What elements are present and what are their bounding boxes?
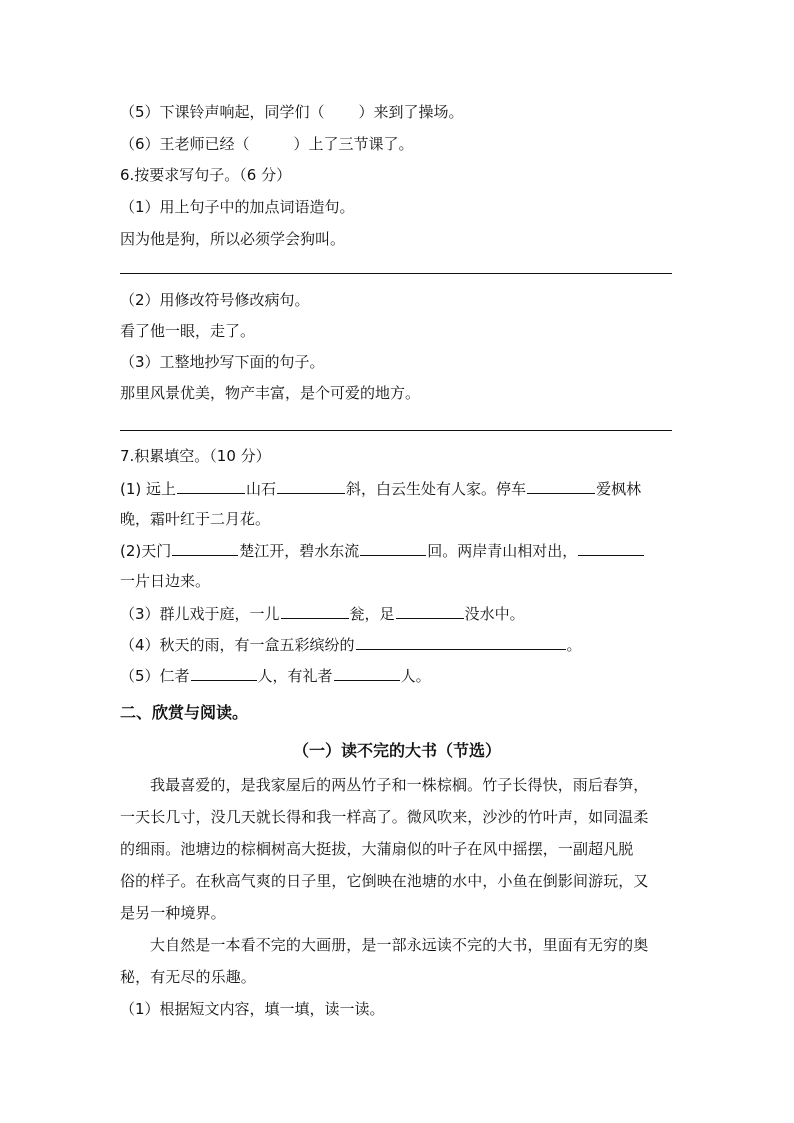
question-7-item-5: （5）仁者 人，有礼者 人。 xyxy=(120,667,431,685)
question-6-part-1: （1）用上句子中的加点词语造句。 xyxy=(120,198,355,216)
question-6-part-3-sentence: 那里风景优美，物产丰富，是个可爱的地方。 xyxy=(120,384,421,402)
question-7-item-4: （4）秋天的雨，有一盒五彩缤纷的 。 xyxy=(120,636,582,654)
fill-blank[interactable] xyxy=(191,665,257,681)
fill-blank[interactable] xyxy=(281,603,349,619)
fill-blank[interactable] xyxy=(277,478,345,494)
answer-line[interactable] xyxy=(120,273,672,274)
answer-line[interactable] xyxy=(120,430,672,431)
passage-line: 一天长几寸，没几天就长得和我一样高了。微风吹来，沙沙的竹叶声，如同温柔 xyxy=(120,808,649,826)
question-5-item-6: （6）王老师已经（ ）上了三节课了。 xyxy=(120,135,414,153)
fill-blank[interactable] xyxy=(334,665,400,681)
fill-blank[interactable] xyxy=(177,478,245,494)
question-6-heading: 6.按要求写句子。（6 分） xyxy=(120,166,292,184)
question-5-item-5: （5）下课铃声响起，同学们（ ）来到了操场。 xyxy=(120,103,464,121)
fill-blank[interactable] xyxy=(356,634,566,650)
question-6-part-2: （2）用修改符号修改病句。 xyxy=(120,291,310,309)
reading-question-1: （1）根据短文内容，填一填，读一读。 xyxy=(120,1000,385,1018)
question-7-item-3: （3）群儿戏于庭，一儿 瓮，足 没水中。 xyxy=(120,605,525,623)
passage-line: 是另一种境界。 xyxy=(120,904,226,922)
question-6-part-1-sentence: 因为他是狗，所以必须学会狗叫。 xyxy=(120,230,346,248)
passage-line: 大自然是一本看不完的大画册，是一部永远读不完的大书，里面有无穷的奥 xyxy=(150,936,649,954)
passage-line: 我最喜爱的，是我家屋后的两丛竹子和一株棕榈。竹子长得快，雨后春笋， xyxy=(150,776,649,794)
fill-blank[interactable] xyxy=(172,540,238,556)
question-7-item-2-cont: 一片日边来。 xyxy=(120,572,211,590)
passage-line: 秘，有无尽的乐趣。 xyxy=(120,968,256,986)
question-6-part-2-sentence: 看了他一眼，走了。 xyxy=(120,322,256,340)
fill-blank[interactable] xyxy=(396,603,464,619)
section-2-heading: 二、欣赏与阅读。 xyxy=(120,703,249,722)
question-7-item-1: (1) 远上 山石 斜，白云生处有人家。停车 爱枫林 xyxy=(120,480,642,498)
question-7-item-1-cont: 晚，霜叶红于二月花。 xyxy=(120,510,271,528)
question-7-heading: 7.积累填空。（10 分） xyxy=(120,447,271,465)
fill-blank[interactable] xyxy=(360,540,426,556)
passage-title: （一）读不完的大书（节选） xyxy=(292,741,501,760)
question-7-item-2: (2)天门 楚江开，碧水东流 回。两岸青山相对出， xyxy=(120,540,645,561)
passage-line: 的细雨。池塘边的棕榈树高大挺拔，大蒲扇似的叶子在风中摇摆，一副超凡脱 xyxy=(120,840,634,858)
passage-line: 俗的样子。在秋高气爽的日子里，它倒映在池塘的水中，小鱼在倒影间游玩，又 xyxy=(120,872,649,890)
question-6-part-3: （3）工整地抄写下面的句子。 xyxy=(120,353,325,371)
fill-blank[interactable] xyxy=(527,478,595,494)
fill-blank[interactable] xyxy=(578,540,644,556)
